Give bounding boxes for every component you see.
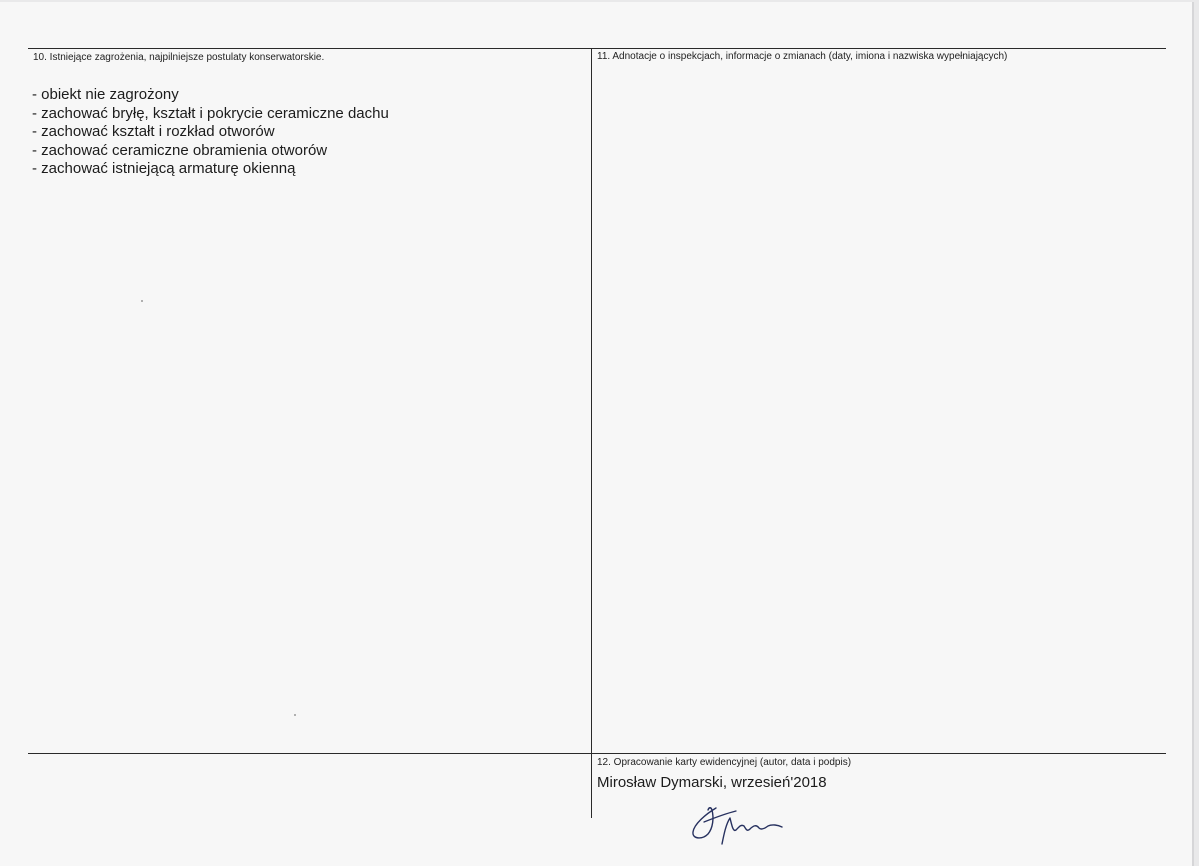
list-item: - zachować istniejącą armaturę okienną bbox=[32, 160, 296, 177]
top-rule bbox=[28, 48, 1166, 49]
conservation-postulates-list bbox=[32, 86, 389, 179]
paper-speck bbox=[141, 300, 143, 302]
list-item: - zachować bryłę, kształt i pokrycie ceramiczne dachu bbox=[32, 104, 389, 122]
list-item: - obiekt nie zagrożony bbox=[32, 86, 179, 103]
section-10-label: 10. Istniejące zagrożenia, najpilniejsze postulaty konserwatorskie. bbox=[33, 52, 325, 63]
section-12-label: 12. Opracowanie karty ewidencyjnej (autor, data i podpis) bbox=[597, 757, 852, 768]
column-divider bbox=[591, 48, 592, 818]
signature-icon bbox=[686, 802, 786, 847]
section-11-label: 11. Adnotacje o inspekcjach, informacje o zmianach (daty, imiona i nazwiska wypełniających) bbox=[597, 51, 1008, 62]
author-date-text: Mirosław Dymarski, wrzesień'2018 bbox=[597, 774, 827, 791]
document-sheet bbox=[0, 2, 1192, 866]
bottom-rule bbox=[28, 753, 1166, 754]
list-item: - zachować kształt i rozkład otworów bbox=[32, 123, 275, 140]
paper-speck bbox=[294, 714, 296, 716]
list-item: - zachować ceramiczne obramienia otworów bbox=[32, 141, 328, 159]
